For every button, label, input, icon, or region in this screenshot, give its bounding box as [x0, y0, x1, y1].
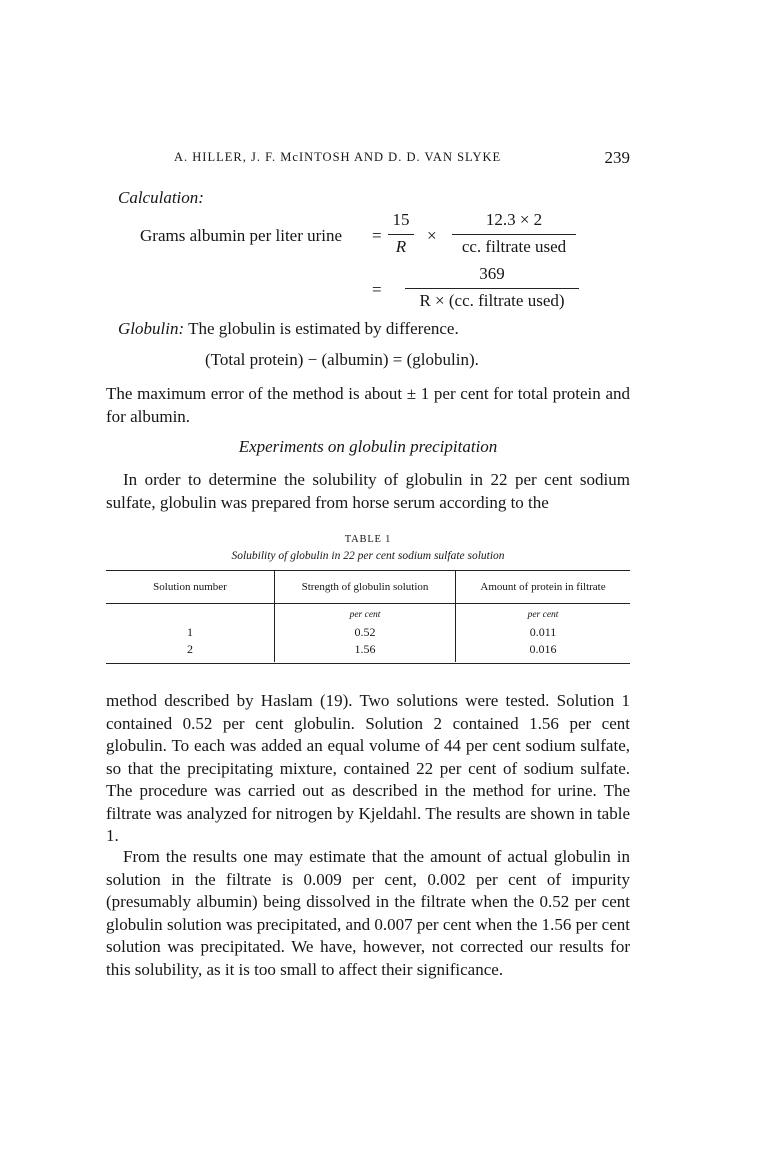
error-paragraph: The maximum error of the method is about ± 1 per cent for total protein and for albumin. [106, 384, 630, 426]
table-top-rule [106, 570, 630, 571]
table-header-rule [106, 603, 630, 604]
globulin-line [118, 319, 459, 339]
globulin-text: The globulin is estimated by difference. [188, 319, 459, 338]
column-header-solution-number: Solution number [153, 581, 227, 593]
times-sign: × [427, 226, 437, 245]
row1-solution: 1 [187, 625, 193, 639]
method-paragraph: method described by Haslam (19). Two solutions were tested. Solution 1 contained 0.52 per cent globulin. Solution 2 contained 1.56 per cent globulin. To each was added an equal volume of 44 per cent sodium sulfate, so that the precipitating mixture, contained 22 per cent of sodium sulfate. The procedure was carried out as described in the method for urine. The filtrate was analyzed for nitrogen by Kjeldahl. The results are shown in table 1. [106, 691, 630, 845]
equation-lhs: Grams albumin per liter urine [140, 226, 343, 245]
fraction-2-denominator: cc. filtrate used [461, 237, 567, 256]
fraction-15-denominator: R [395, 237, 407, 256]
fraction-bar-3 [405, 288, 579, 289]
fraction-bar-1 [388, 234, 414, 235]
row1-protein: 0.011 [529, 625, 557, 639]
section-heading: Experiments on globulin precipitation [238, 437, 498, 456]
row2-protein: 0.016 [529, 642, 557, 656]
globulin-label: Globulin: [118, 319, 185, 338]
calculation-label: Calculation: [118, 188, 204, 207]
row1-strength: 0.52 [354, 625, 376, 639]
unit-protein: per cent [527, 610, 559, 620]
equals-sign-1: = [372, 226, 382, 245]
intro-paragraph: In order to determine the solubility of globulin in 22 per cent sodium sulfate, globulin was prepared from horse serum according to the [106, 470, 630, 512]
equals-sign-2: = [372, 280, 382, 299]
fraction-bar-2 [452, 234, 576, 235]
fraction-3-numerator: 369 [479, 264, 505, 283]
globulin-formula: (Total protein) − (albumin) = (globulin). [205, 350, 479, 369]
results-paragraph: From the results one may estimate that the amount of actual globulin in solution in the filtrate is 0.009 per cent, 0.002 per cent of impurity (presumably albumin) being dissolved in the filtrate when the 0.52 per cent globulin solution was precipitated, and 0.007 per cent when the 1.56 per cent solution was precipitated. We have, however, not corrected our results for this solubility, as it is too small to affect their significance. [106, 847, 630, 979]
column-header-protein-amount: Amount of protein in filtrate [480, 581, 606, 593]
unit-strength: per cent [349, 610, 381, 620]
row2-solution: 2 [187, 642, 193, 656]
running-header [106, 150, 630, 172]
table-label: TABLE 1 [344, 534, 392, 545]
table-bottom-rule [106, 663, 630, 664]
row2-strength: 1.56 [354, 642, 376, 656]
page-number: 239 [604, 148, 630, 167]
fraction-15-numerator: 15 [392, 210, 410, 229]
running-head: A. HILLER, J. F. McINTOSH AND D. D. VAN SLYKE [174, 150, 502, 164]
solubility-table [106, 566, 630, 666]
fraction-3-denominator: R × (cc. filtrate used) [419, 291, 565, 310]
column-header-strength: Strength of globulin solution [301, 581, 429, 593]
fraction-2-numerator: 12.3 × 2 [485, 210, 543, 229]
table-caption: Solubility of globulin in 22 per cent sodium sulfate solution [231, 550, 505, 562]
